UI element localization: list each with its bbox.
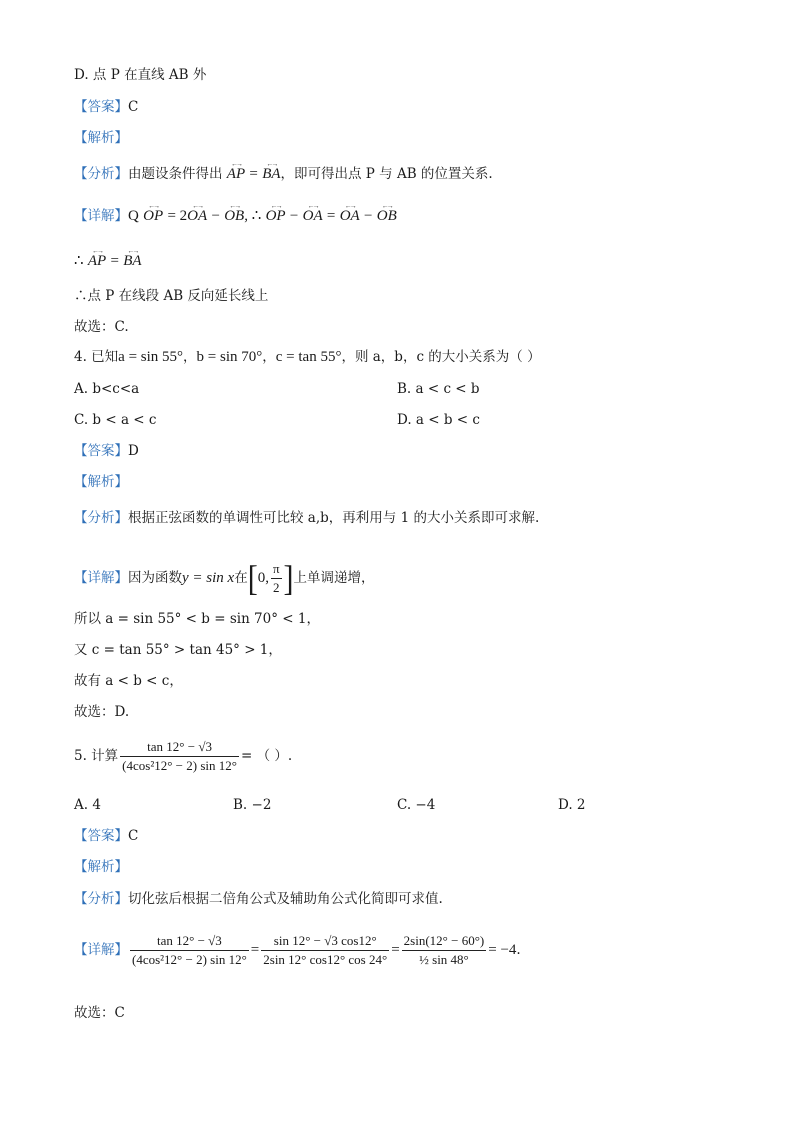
fenxi-line: 【分析】由题设条件得出 ←→ AP = ←→ BA，即可得出点 P 与 AB 的位置关系. <box>74 165 493 183</box>
q5-choice: 故选：C <box>74 1005 125 1021</box>
q5-stem: 5. 计算 $\frac{\tan 12^\circ - √3}{\text{(4cos²12° − 2) sin 12°}}$ = （ ）. <box>74 739 293 773</box>
q4-option-a: A. b<c<a <box>74 381 140 397</box>
q4-line1: 所以 a = sin 55° < b = sin 70° < 1， <box>74 611 320 627</box>
q5-option-d: D. 2 <box>558 797 586 813</box>
q4-line2: 又 c = tan 55° > tan 45° > 1， <box>74 642 282 658</box>
q5-detail-fraction-1: $\frac{\tan 12^\circ - √3}{\text{(4cos²12° − 2) sin 12°}}$ <box>132 933 247 967</box>
q5-option-b: B. −2 <box>233 797 272 813</box>
q5-option-a: A. 4 <box>74 797 101 813</box>
answer-line <box>74 98 138 116</box>
vector-result: ∴ ←→ AP = ←→ BA <box>74 252 142 270</box>
choice-line: 故选：C. <box>74 319 129 335</box>
answer-value: C <box>128 99 139 115</box>
q4-analysis-label: 【解析】 <box>74 474 128 490</box>
q4-stem: 4. 已知a = sin 55°，b = sin 70°，c = tan 55°，则 a，b，c 的大小关系为（ ） <box>74 349 541 365</box>
detail-line: 【详解】Q ←→ OP = 2←→ OA − ←→ OB, ∴ ←→ OP − ←→ OA = ←→ OA − ←→ OB <box>74 207 397 225</box>
q5-fraction: $\frac{\tan 12^\circ - √3}{\text{(4cos²12° − 2) sin 12°}}$ <box>122 739 237 773</box>
q5-detail-fraction-3: $\frac{2\sin(12^\circ - 60^\circ)}{\text{½ sin 48°}}$ <box>403 933 485 967</box>
q4-answer: 【答案】D <box>74 443 139 459</box>
conclusion-line: ∴点 P 在线段 AB 反向延长线上 <box>74 288 269 304</box>
q4-choice: 故选：D. <box>74 704 130 720</box>
q4-fenxi: 【分析】根据正弦函数的单调性可比较 a,b，再利用与 1 的大小关系即可求解. <box>74 510 540 526</box>
answer-label: 【答案】 <box>74 99 128 115</box>
analysis-label: 【解析】 <box>74 130 128 146</box>
q4-line3: 故有 a < b < c， <box>74 673 183 689</box>
option-d: D. 点 P 在直线 AB 外 <box>74 67 207 83</box>
q5-fenxi: 【分析】切化弦后根据二倍角公式及辅助角公式化简即可求值. <box>74 891 443 907</box>
q5-analysis-label: 【解析】 <box>74 859 128 875</box>
q4-detail: 【详解】因为函数y = sin x在[0, $\frac{\pi}{2}$ ]上单调递增， <box>74 558 375 598</box>
q4-option-b: B. a < c < b <box>397 381 480 397</box>
q5-detail-fraction-2: $\frac{\sin 12^\circ - √3 \cos 12^\circ}{2\sin 12^\circ \cos 12^\circ \cos 24^\circ}$ <box>263 933 388 967</box>
q5-detail: 【详解】 $\frac{\tan 12^\circ - √3}{\text{(4cos²12° − 2) sin 12°}}$ = $\frac{\sin 12^\circ - √3 \cos 12^\circ}{2\sin 12^\circ \cos 12^\circ \cos 24^\circ}$ = $\frac{2\sin(12^\circ - 60^\circ)}{\text{½ sin 48°}}$ = −4. <box>74 933 521 967</box>
q5-answer: 【答案】C <box>74 828 139 844</box>
q4-option-d: D. a < b < c <box>397 412 480 428</box>
q4-option-c: C. b < a < c <box>74 412 157 428</box>
q5-option-c: C. −4 <box>397 797 436 813</box>
